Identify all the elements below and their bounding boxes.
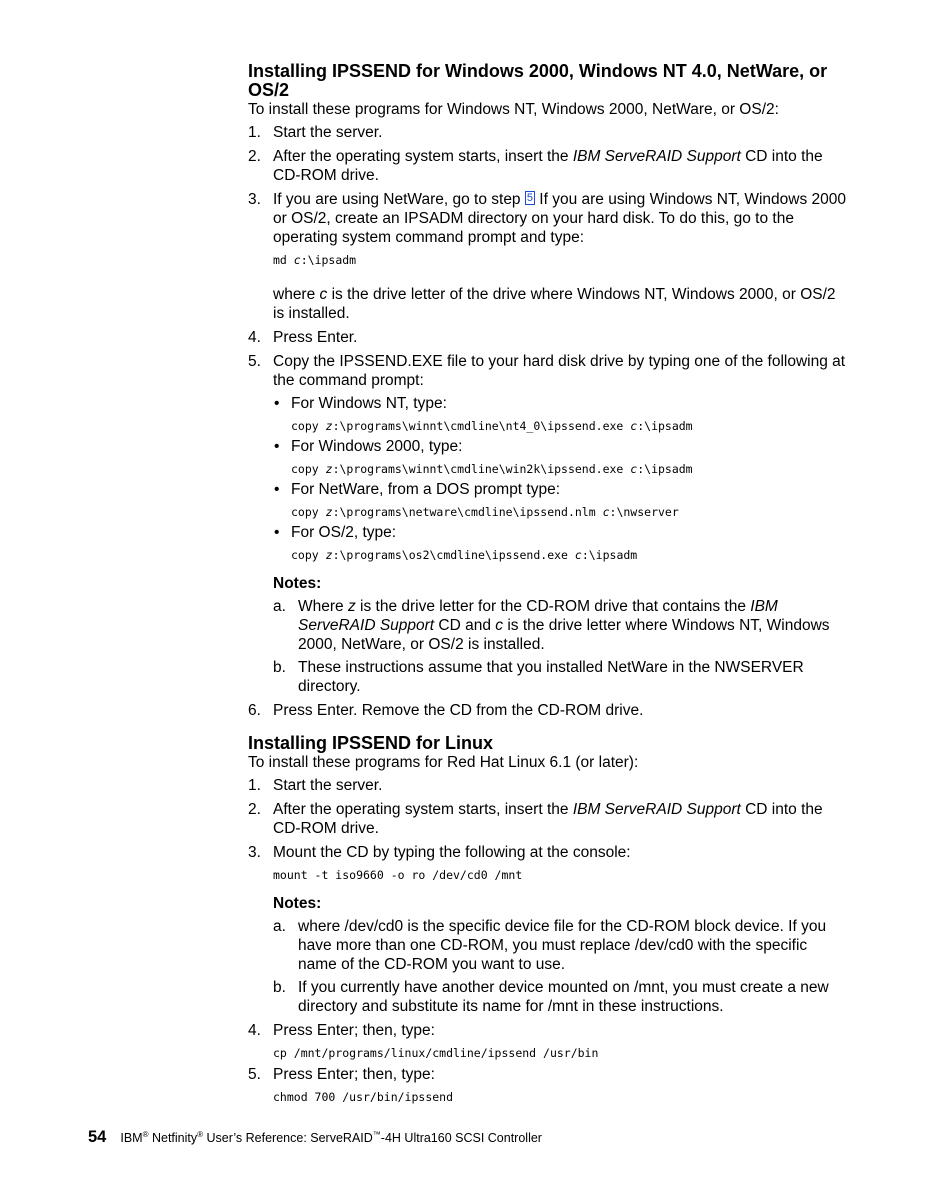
step-4 (248, 328, 848, 347)
step-text: If you are using NetWare, go to step (273, 191, 525, 208)
variable-c: c (319, 286, 328, 303)
section-intro: To install these programs for Windows NT, Windows 2000, NetWare, or OS/2: (248, 101, 779, 118)
command-copy-2000 (291, 462, 848, 476)
command-chmod: chmod 700 /usr/bin/ipssend (273, 1090, 454, 1104)
note-letter: b. (273, 979, 286, 996)
command-copy-netware (291, 505, 848, 519)
step-text: Press Enter; then, type: (273, 1022, 435, 1039)
code-variable: c (602, 505, 610, 519)
step-text: Start the server. (273, 124, 383, 141)
note-letter: a. (273, 598, 286, 615)
code-text: copy (291, 548, 326, 562)
footer-text: -4H Ultra160 SCSI Controller (380, 1131, 542, 1145)
variable-z: z (347, 598, 356, 615)
code-variable: c (630, 462, 638, 476)
product-name: IBM ServeRAID Support (572, 148, 741, 165)
step-2 (248, 147, 848, 185)
product-name: IBM ServeRAID Support (298, 598, 778, 634)
where-text: is the drive letter of the drive where Windows NT, Windows 2000, or OS/2 is installed. (273, 286, 836, 322)
command-copy-os2 (291, 548, 848, 562)
code-variable: c (574, 548, 582, 562)
step-number: 3. (248, 191, 261, 208)
os-bullet-list (273, 394, 848, 562)
code-variable: z (325, 462, 333, 476)
step-number: 3. (248, 844, 261, 861)
command-copy-nt (291, 419, 848, 433)
registered-mark: ® (142, 1130, 149, 1139)
code-text: :\programs\os2\cmdline\ipssend.exe (332, 548, 575, 562)
page-content (248, 62, 848, 1109)
step-number: 6. (248, 702, 261, 719)
code-variable: z (325, 419, 333, 433)
code-text: copy (291, 419, 326, 433)
code-text: :\programs\winnt\cmdline\win2k\ipssend.exe (332, 462, 631, 476)
page-footer (88, 1128, 542, 1147)
step-5 (248, 352, 848, 696)
bullet-netware (273, 480, 848, 519)
footer-text: User’s Reference: ServeRAID (203, 1131, 373, 1145)
bullet-os2 (273, 523, 848, 562)
step-3 (248, 190, 848, 323)
code-text: :\ipsadm (300, 253, 357, 267)
registered-mark: ® (197, 1130, 204, 1139)
note-text: where /dev/cd0 is the specific device file for the CD-ROM block device. If you have more than one CD-ROM, you must replace /dev/cd0 with the specific name of the CD-ROM you want to use. (298, 918, 827, 973)
step-number: 4. (248, 1022, 261, 1039)
bullet-label: For NetWare, from a DOS prompt type: (291, 481, 561, 498)
note-letter: b. (273, 659, 286, 676)
note-text: If you currently have another device mounted on /mnt, you must create a new directory and substitute its name for /mnt in these instructions. (298, 979, 829, 1015)
bullet-label: For OS/2, type: (291, 524, 397, 541)
product-name: IBM ServeRAID Support (572, 801, 741, 818)
code-text: :\ipsadm (581, 548, 638, 562)
note-a (273, 597, 848, 654)
step-number: 5. (248, 353, 261, 370)
footer-text: Netfinity (148, 1131, 198, 1145)
bullet-dot-icon: • (274, 481, 280, 498)
bullet-label: For Windows NT, type: (291, 395, 447, 412)
code-text: :\nwserver (609, 505, 679, 519)
linux-step-5 (248, 1065, 848, 1104)
step-text: After the operating system starts, insert the (273, 148, 573, 165)
step-text: Copy the IPSSEND.EXE file to your hard disk drive by typing one of the following at the command prompt: (273, 353, 846, 389)
step-number: 2. (248, 148, 261, 165)
step-text: Start the server. (273, 777, 383, 794)
note-a (273, 917, 848, 974)
note-text: CD and (434, 617, 496, 634)
trademark-mark: ™ (372, 1130, 381, 1139)
step-text: CD into the CD-ROM drive. (273, 148, 823, 184)
linux-steps-list (248, 776, 848, 1104)
bullet-dot-icon: • (274, 438, 280, 455)
where-text: where (273, 286, 320, 303)
step-text: Press Enter. (273, 329, 358, 346)
step-text: Press Enter; then, type: (273, 1066, 435, 1083)
note-letter: a. (273, 918, 286, 935)
step-text: CD into the CD-ROM drive. (273, 801, 823, 837)
step-number: 5. (248, 1066, 261, 1083)
code-variable: c (630, 419, 638, 433)
step-number: 1. (248, 777, 261, 794)
bullet-dot-icon: • (274, 524, 280, 541)
command-md (273, 253, 848, 267)
section-title-linux: Installing IPSSEND for Linux (248, 733, 494, 753)
step-number: 1. (248, 124, 261, 141)
steps-list (248, 123, 848, 720)
linux-step-3 (248, 843, 848, 1016)
step-text: After the operating system starts, insert the (273, 801, 573, 818)
code-text: :\programs\netware\cmdline\ipssend.nlm (332, 505, 603, 519)
page-number: 54 (88, 1128, 107, 1146)
code-text: :\programs\winnt\cmdline\nt4_0\ipssend.exe (332, 419, 631, 433)
section-title-windows: Installing IPSSEND for Windows 2000, Windows NT 4.0, NetWare, or OS/2 (248, 61, 828, 100)
bullet-dot-icon: • (274, 395, 280, 412)
bullet-windows-nt (273, 394, 848, 433)
section-intro: To install these programs for Red Hat Linux 6.1 (or later): (248, 754, 639, 771)
code-variable: z (325, 505, 333, 519)
code-text: copy (291, 505, 326, 519)
code-variable: c (293, 253, 301, 267)
notes-heading: Notes: (273, 895, 322, 912)
code-text: :\ipsadm (637, 462, 693, 476)
note-text: These instructions assume that you installed NetWare in the NWSERVER directory. (298, 659, 804, 695)
note-b (273, 658, 848, 696)
step-1 (248, 123, 848, 142)
note-text: Where (298, 598, 348, 615)
code-text: copy (291, 462, 326, 476)
linux-section (248, 734, 848, 1104)
command-mount: mount -t iso9660 -o ro /dev/cd0 /mnt (273, 868, 523, 882)
step-text: Mount the CD by typing the following at the console: (273, 844, 631, 861)
where-paragraph (273, 285, 848, 323)
code-variable: z (325, 548, 333, 562)
code-text: md (273, 253, 294, 267)
variable-c: c (495, 617, 504, 634)
notes-heading: Notes: (273, 575, 322, 592)
step-text: Press Enter. Remove the CD from the CD-ROM drive. (273, 702, 644, 719)
step-text: If you are using Windows NT, Windows 2000 or OS/2, create an IPSADM directory on your hard disk. To do this, go to the operating system command prompt and type: (273, 191, 846, 246)
step-number: 4. (248, 329, 261, 346)
bullet-label: For Windows 2000, type: (291, 438, 463, 455)
command-cp: cp /mnt/programs/linux/cmdline/ipssend /usr/bin (273, 1046, 599, 1060)
linux-step-4 (248, 1021, 848, 1060)
linux-step-2 (248, 800, 848, 838)
bullet-windows-2000 (273, 437, 848, 476)
note-text: is the drive letter for the CD-ROM drive that contains the (355, 598, 751, 615)
step-number: 2. (248, 801, 261, 818)
linux-step-1 (248, 776, 848, 795)
step-5-link[interactable]: 5 (526, 192, 533, 204)
code-text: :\ipsadm (637, 419, 693, 433)
step-6 (248, 701, 848, 720)
note-b (273, 978, 848, 1016)
note-text: is the drive letter where Windows NT, Windows 2000, NetWare, or OS/2 is installed. (298, 617, 830, 653)
footer-text: IBM (120, 1131, 143, 1145)
